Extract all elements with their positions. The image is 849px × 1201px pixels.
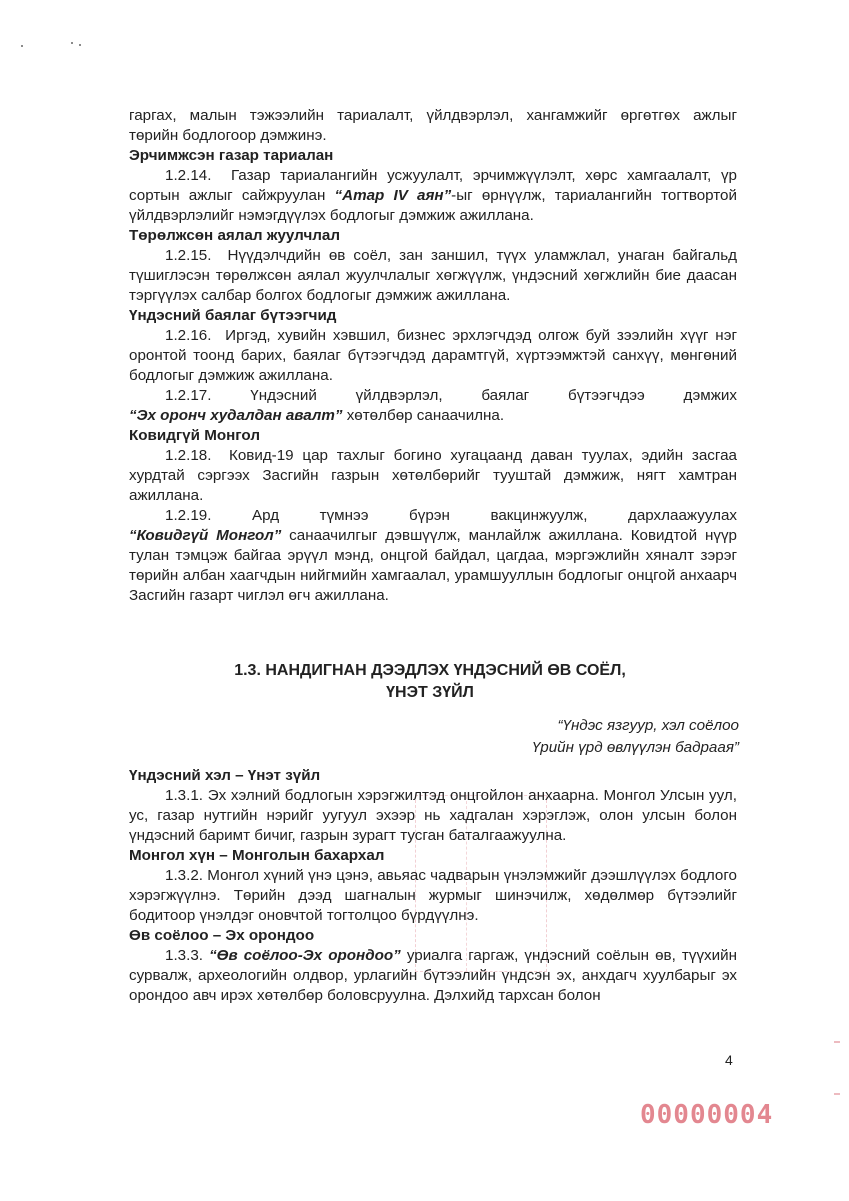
section-title-line-1: 1.3. НАНДИГНАН ДЭЭДЛЭХ ҮНДЭСНИЙ ӨВ СОЁЛ, bbox=[234, 662, 626, 679]
paragraph-number: 1.2.16. bbox=[165, 327, 212, 344]
paragraph-text: -ыг өрнүүлж, тариалангийн тогтвортой үйлдвэрлэлийг нэмэгдүүлэх бодлогыг дэмжиж ажиллана. bbox=[129, 187, 737, 224]
paragraph-text: уриалга гаргаж, үндэсний соёлын өв, түүхийн сурвалж, археологийн олдвор, урлагийн бүтээлийн үндсэн эх, анхдагч хуулбарыг эх орондоо авч ирэх хөтөлбөр боловсруулна. Дэлхийд тархсан болон bbox=[129, 947, 737, 1004]
epigraph-line-1: “Үндэс язгуур, хэл соёлоо bbox=[557, 717, 739, 734]
epigraph-quote bbox=[532, 715, 739, 759]
paragraph-text: санаачилгыг дэвшүүлж, манлайлж ажиллана. Ковидтой нүүр тулан тэмцэж байгаа эрүүл мэнд, онцгой байдал, цагдаа, мэргэжлийн хяналт зэрэг төрийн албан хаагчдын нийгмийн хамгаалал, урамшууллын бодлогыг онцгой анхаарч Засгийн газарт чиглэл өгч ажиллана. bbox=[129, 527, 737, 604]
paragraph-text: Иргэд, хувийн хэвшил, бизнес эрхлэгчдэд олгож буй зээлийн хүүг нэг оронтой тоонд барих, баялаг бүтээгчдэд дарамтгүй, хүртээмжтэй санхүү, мөнгөний бодлогыг дэмжиж ажиллана. bbox=[129, 327, 737, 384]
paragraph-text: Үндэсний үйлдвэрлэл, баялаг бүтээгчдээ дэмжих bbox=[250, 387, 737, 404]
paragraph-line bbox=[129, 386, 737, 406]
heading-intensive-farming: Эрчимжсэн газар тариалан bbox=[129, 147, 334, 164]
heading-wealth-producers: Үндэсний баялаг бүтээгчид bbox=[129, 307, 337, 324]
paragraph-text: Монгол хүний үнэ цэнэ, авьяас чадварын үнэлэмжийг дээшлүүлэх бодлого хэрэгжүүлнэ. Төрийн дээд шагналын журмыг шинэчилж, хөдөлмөр бүтээлийг бодитоор үнэлдэг оновчтой тогтолцоо бүрдүүлнэ. bbox=[129, 867, 737, 924]
paragraph-text: Ковид-19 цар тахлыг богино хугацаанд даван туулах, эдийн засгаа хурдтай сэргээх Засгийн газрын хөтөлбөрийг тууштай дэмжиж, нягт хамтран ажиллана. bbox=[129, 447, 737, 504]
section-1-2-text bbox=[129, 106, 737, 606]
paragraph-1-3-1 bbox=[129, 786, 737, 846]
scan-artifact bbox=[79, 44, 81, 46]
section-title-line-2: ҮНЭТ ЗҮЙЛ bbox=[386, 684, 474, 701]
intro-line-1: гаргах, малын тэжээлийн тариалалт, үйлдвэрлэл, хангамжийг өргөтгөх ажлыг bbox=[129, 107, 737, 124]
epigraph-line-2: Үрийн үрд өвлүүлэн бадраая” bbox=[531, 739, 739, 756]
emphasis-heritage-campaign: “Өв соёлоо-Эх орондоо” bbox=[209, 947, 401, 964]
paragraph-1-2-19 bbox=[129, 506, 737, 526]
heading-tourism: Төрөлжсөн аялал жуулчлал bbox=[129, 227, 341, 244]
paragraph-text: Нүүдэлчдийн өв соёл, зан заншил, түүх уламжлал, унаган байгальд түшиглэсэн төрөлжсөн аялал жуулчлалыг хөгжүүлж, үндэсний хөгжлийн бие даасан тэргүүлэх салбар болгох бодлогыг дэмжиж ажиллана. bbox=[129, 247, 737, 304]
page-number: 4 bbox=[725, 1052, 733, 1068]
margin-mark bbox=[834, 1041, 840, 1043]
heading-mongolian-pride: Монгол хүн – Монголын бахархал bbox=[129, 847, 385, 864]
paragraph-line bbox=[129, 506, 737, 526]
paragraph-number: 1.2.14. bbox=[165, 167, 212, 184]
stamp-serial-number: 00000004 bbox=[640, 1100, 774, 1130]
paragraph-text: Ард түмнээ бүрэн вакцинжуулж, дархлаажуулах bbox=[252, 507, 737, 524]
paragraph-text: хөтөлбөр санаачилна. bbox=[346, 407, 505, 424]
paragraph-text: Эх хэлний бодлогын хэрэгжилтэд онцгойлон анхаарна. Монгол Улсын уул, ус, газар нутгийн нэрийг уугуул эхээр нь хадгалан хэрэглэж, олон улсын болон үндэсний баримт бичиг, газрын зурагт тусган баталгаажуулна. bbox=[129, 787, 737, 844]
paragraph-number: 1.2.18. bbox=[165, 447, 212, 464]
paragraph-1-2-15 bbox=[129, 246, 737, 306]
intro-line-2: төрийн бодлогоор дэмжинэ. bbox=[129, 127, 327, 144]
paragraph-1-3-2 bbox=[129, 866, 737, 926]
scan-artifact bbox=[21, 45, 23, 47]
scan-artifact bbox=[71, 42, 73, 44]
heading-heritage-homeland: Өв соёлоо – Эх орондоо bbox=[129, 927, 315, 944]
paragraph-1-2-18 bbox=[129, 446, 737, 506]
paragraph-number: 1.2.17. bbox=[165, 387, 212, 404]
emphasis-atar-campaign: “Атар IV аян” bbox=[334, 187, 452, 204]
paragraph-number: 1.3.3. bbox=[165, 947, 203, 964]
paragraph-1-2-14 bbox=[129, 166, 737, 226]
paragraph-1-2-19-cont bbox=[129, 526, 737, 606]
section-title bbox=[200, 660, 660, 704]
heading-national-language: Үндэсний хэл – Үнэт зүйл bbox=[129, 767, 321, 784]
heading-covid-free: Ковидгүй Монгол bbox=[129, 427, 260, 444]
paragraph-number: 1.2.19. bbox=[165, 507, 212, 524]
margin-mark bbox=[834, 1093, 840, 1095]
paragraph-1-3-3 bbox=[129, 946, 737, 1006]
emphasis-patriotic-procurement: “Эх оронч худалдан авалт” bbox=[129, 407, 343, 424]
paragraph-1-2-17 bbox=[129, 386, 737, 406]
paragraph-number: 1.2.15. bbox=[165, 247, 212, 264]
paragraph-number: 1.3.1. bbox=[165, 787, 203, 804]
paragraph-number: 1.3.2. bbox=[165, 867, 203, 884]
paragraph-text: Газар тариалангийн усжуулалт, эрчимжүүлэлт, хөрс хамгаалалт, үр сортын ажлыг сайжруулан bbox=[129, 167, 737, 204]
section-1-3-text bbox=[129, 766, 737, 1006]
paragraph-1-2-17-cont bbox=[129, 406, 737, 426]
paragraph-1-2-16 bbox=[129, 326, 737, 386]
emphasis-covid-free-mongolia: “Ковидгүй Монгол” bbox=[129, 527, 282, 544]
